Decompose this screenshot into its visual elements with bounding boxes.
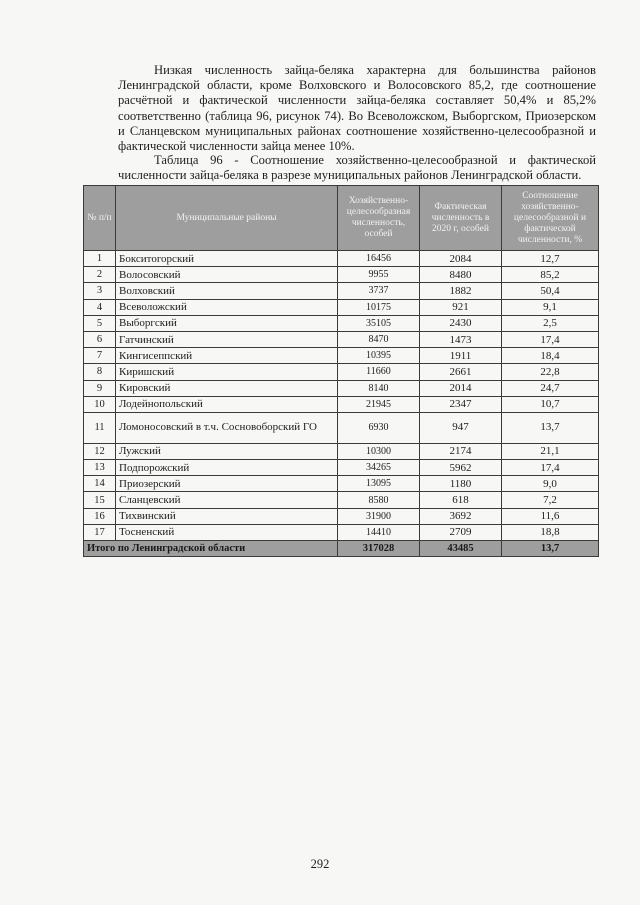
table-row: [84, 508, 599, 524]
table-row: [84, 524, 599, 540]
total-label: Итого по Ленинградской области: [84, 541, 338, 557]
row-actual: 3692: [420, 508, 502, 524]
row-economic: 8140: [338, 380, 420, 396]
row-actual: 618: [420, 492, 502, 508]
row-district: Тосненский: [116, 524, 338, 540]
row-economic: 8470: [338, 331, 420, 347]
row-ratio: 2,5: [502, 315, 599, 331]
row-district: Ломоносовский в т.ч. Сосновоборский ГО: [116, 412, 338, 443]
row-economic: 31900: [338, 508, 420, 524]
row-num: 13: [84, 460, 116, 476]
table-body: [84, 251, 599, 557]
total-economic: 317028: [338, 541, 420, 557]
row-economic: 14410: [338, 524, 420, 540]
row-district: Волосовский: [116, 267, 338, 283]
row-num: 17: [84, 524, 116, 540]
table-row: [84, 460, 599, 476]
row-district: Лужский: [116, 443, 338, 459]
table-row: [84, 396, 599, 412]
row-ratio: 22,8: [502, 364, 599, 380]
row-num: 7: [84, 348, 116, 364]
row-num: 12: [84, 443, 116, 459]
district-ratio-table: [83, 185, 599, 557]
row-actual: 2709: [420, 524, 502, 540]
table-total-row: [84, 541, 599, 557]
row-economic: 6930: [338, 412, 420, 443]
row-ratio: 10,7: [502, 396, 599, 412]
table-row: [84, 267, 599, 283]
row-ratio: 12,7: [502, 251, 599, 267]
row-ratio: 11,6: [502, 508, 599, 524]
total-actual: 43485: [420, 541, 502, 557]
row-num: 2: [84, 267, 116, 283]
table-caption: [118, 153, 596, 183]
row-economic: 21945: [338, 396, 420, 412]
row-num: 3: [84, 283, 116, 299]
row-num: 6: [84, 331, 116, 347]
row-district: Тихвинский: [116, 508, 338, 524]
row-num: 8: [84, 364, 116, 380]
row-actual: 1911: [420, 348, 502, 364]
row-actual: 5962: [420, 460, 502, 476]
table-row: [84, 364, 599, 380]
header-economic: Хозяйственно-целесообразная численность, особей: [338, 186, 420, 251]
row-actual: 921: [420, 299, 502, 315]
row-district: Подпорожский: [116, 460, 338, 476]
row-economic: 10175: [338, 299, 420, 315]
row-economic: 16456: [338, 251, 420, 267]
header-actual: Фактическая численность в 2020 г, особей: [420, 186, 502, 251]
row-economic: 11660: [338, 364, 420, 380]
row-actual: 2430: [420, 315, 502, 331]
row-ratio: 7,2: [502, 492, 599, 508]
table-row: [84, 412, 599, 443]
table-row: [84, 443, 599, 459]
table-row: [84, 380, 599, 396]
table-row: [84, 476, 599, 492]
table-row: [84, 283, 599, 299]
row-district: Кировский: [116, 380, 338, 396]
row-ratio: 21,1: [502, 443, 599, 459]
row-district: Приозерский: [116, 476, 338, 492]
row-economic: 35105: [338, 315, 420, 331]
row-district: Бокситогорский: [116, 251, 338, 267]
row-actual: 1180: [420, 476, 502, 492]
row-economic: 3737: [338, 283, 420, 299]
row-economic: 10300: [338, 443, 420, 459]
row-num: 10: [84, 396, 116, 412]
table-header-row: [84, 186, 599, 251]
row-num: 1: [84, 251, 116, 267]
row-ratio: 9,1: [502, 299, 599, 315]
row-actual: 2661: [420, 364, 502, 380]
row-actual: 2014: [420, 380, 502, 396]
row-economic: 13095: [338, 476, 420, 492]
row-economic: 8580: [338, 492, 420, 508]
row-num: 11: [84, 412, 116, 443]
table-caption-text: Таблица 96 - Соотношение хозяйственно-целесообразной и фактической численности зайца-беляка в разрезе муниципальных районов Ленинградской области.: [118, 153, 596, 183]
row-ratio: 24,7: [502, 380, 599, 396]
intro-paragraph: [118, 63, 596, 154]
row-district: Киришский: [116, 364, 338, 380]
row-actual: 947: [420, 412, 502, 443]
row-ratio: 18,8: [502, 524, 599, 540]
row-district: Всеволожский: [116, 299, 338, 315]
row-actual: 2084: [420, 251, 502, 267]
header-num: № п/п: [84, 186, 116, 251]
row-ratio: 85,2: [502, 267, 599, 283]
header-ratio: Соотношение хозяйственно-целесообразной и фактической численности, %: [502, 186, 599, 251]
row-num: 15: [84, 492, 116, 508]
table-row: [84, 299, 599, 315]
table-row: [84, 331, 599, 347]
table-row: [84, 315, 599, 331]
row-num: 9: [84, 380, 116, 396]
row-actual: 1473: [420, 331, 502, 347]
row-num: 16: [84, 508, 116, 524]
row-num: 14: [84, 476, 116, 492]
table-row: [84, 348, 599, 364]
row-ratio: 13,7: [502, 412, 599, 443]
header-district: Муниципальные районы: [116, 186, 338, 251]
intro-paragraph-text: Низкая численность зайца-беляка характерна для большинства районов Ленинградской области, кроме Волховского и Волосовского 85,2, где соотношение расчётной и фактической численности зайца-беляка составляет 50,4% и 85,2% соответственно (таблица 96, рисунок 74). Во Всеволожском, Выборгском, Приозерском и Сланцевском муниципальных районах соотношение хозяйственно-целесообразной и фактической численности зайца менее 10%.: [118, 63, 596, 154]
table-row: [84, 251, 599, 267]
row-district: Сланцевский: [116, 492, 338, 508]
row-ratio: 50,4: [502, 283, 599, 299]
row-economic: 9955: [338, 267, 420, 283]
row-ratio: 18,4: [502, 348, 599, 364]
total-ratio: 13,7: [502, 541, 599, 557]
page-number: 292: [310, 857, 330, 871]
row-ratio: 9,0: [502, 476, 599, 492]
table-row: [84, 492, 599, 508]
row-district: Волховский: [116, 283, 338, 299]
row-district: Кингисеппский: [116, 348, 338, 364]
row-actual: 2347: [420, 396, 502, 412]
row-actual: 8480: [420, 267, 502, 283]
row-num: 5: [84, 315, 116, 331]
row-economic: 10395: [338, 348, 420, 364]
row-district: Лодейнопольский: [116, 396, 338, 412]
row-ratio: 17,4: [502, 460, 599, 476]
row-num: 4: [84, 299, 116, 315]
row-economic: 34265: [338, 460, 420, 476]
row-actual: 2174: [420, 443, 502, 459]
row-actual: 1882: [420, 283, 502, 299]
row-ratio: 17,4: [502, 331, 599, 347]
row-district: Выборгский: [116, 315, 338, 331]
row-district: Гатчинский: [116, 331, 338, 347]
